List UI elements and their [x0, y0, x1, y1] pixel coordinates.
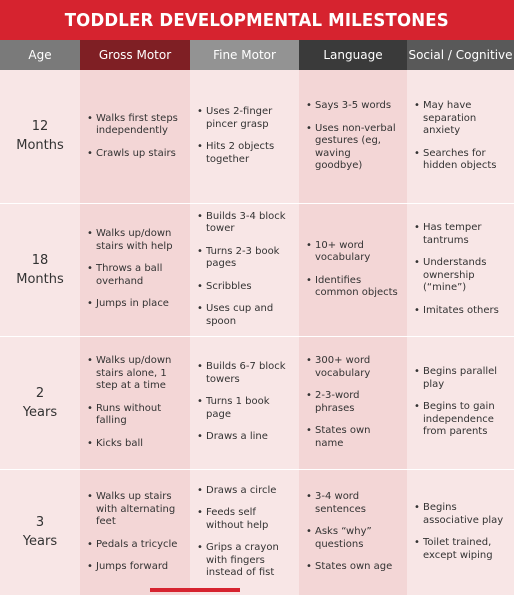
milestone-text: Uses cup and spoon: [206, 303, 274, 327]
milestone-text: Draws a circle: [206, 484, 277, 496]
milestone-text: 300+ word vocabulary: [315, 355, 371, 379]
gross-motor-cell: [80, 70, 190, 203]
milestone-text: Throws a ball overhand: [96, 263, 163, 287]
bullet-icon: •: [197, 106, 203, 118]
header-age: Age: [0, 40, 80, 70]
bullet-icon: •: [87, 538, 93, 550]
bullet-icon: •: [87, 298, 93, 310]
fine-motor-cell: [190, 469, 299, 595]
bullet-icon: •: [197, 245, 203, 257]
age-value: 18: [31, 252, 49, 268]
milestone-text: 2-3-word phrases: [315, 390, 360, 414]
milestone-text: Has temper tantrums: [423, 222, 482, 246]
milestone-item: [305, 355, 401, 380]
milestone-text: Uses non-verbal gestures (eg, waving goodbye): [315, 122, 396, 171]
bullet-icon: •: [197, 303, 203, 315]
bullet-icon: •: [197, 141, 203, 153]
bullet-icon: •: [87, 147, 93, 159]
milestone-text: Identifies common objects: [315, 274, 398, 298]
milestone-text: Builds 3-4 block tower: [206, 210, 286, 235]
milestone-item: [196, 141, 293, 166]
milestone-text: Walks up/down stairs with help: [96, 228, 173, 252]
milestone-text: Scribbles: [206, 280, 252, 292]
milestone-text: Asks “why” questions: [315, 526, 372, 550]
bottom-accent-bar: [150, 588, 240, 592]
bullet-icon: •: [197, 280, 203, 292]
milestone-text: May have separation anxiety: [423, 100, 477, 136]
milestone-text: States own age: [315, 561, 393, 572]
bullet-icon: •: [197, 396, 203, 408]
milestone-item: [86, 438, 184, 451]
milestone-item: [86, 491, 184, 529]
bullet-icon: •: [306, 355, 312, 366]
bullet-icon: •: [414, 304, 420, 316]
milestone-item: [413, 305, 508, 318]
age-cell: [0, 70, 80, 203]
bullet-icon: •: [414, 222, 420, 233]
milestone-list: [413, 100, 508, 173]
milestone-list: [413, 366, 508, 439]
bullet-icon: •: [197, 361, 203, 373]
bullet-icon: •: [87, 402, 93, 414]
age-value: 2: [35, 385, 45, 401]
table-row: [0, 203, 514, 336]
milestone-list: [305, 491, 401, 574]
milestone-text: Understands ownership (“mine”): [423, 257, 487, 293]
page-title: TODDLER DEVELOPMENTAL MILESTONES: [64, 9, 450, 31]
milestone-item: [196, 246, 293, 271]
milestone-list: [196, 211, 293, 329]
bullet-icon: •: [197, 431, 203, 443]
milestone-text: Walks up stairs with alternating feet: [96, 491, 176, 527]
milestone-list: [305, 100, 401, 173]
milestone-item: [86, 113, 184, 138]
milestone-text: Toilet trained, except wiping: [423, 537, 493, 561]
milestone-item: [413, 366, 508, 391]
fine-motor-cell: [190, 336, 299, 469]
age-unit: Years: [22, 534, 58, 550]
milestone-item: [196, 211, 293, 236]
age-cell: [0, 469, 80, 595]
milestone-list: [305, 240, 401, 300]
age-unit: Months: [16, 138, 64, 154]
milestone-item: [305, 123, 401, 173]
fine-motor-cell: [190, 70, 299, 203]
milestone-item: [196, 361, 293, 386]
bullet-icon: •: [414, 100, 420, 111]
milestone-item: [86, 355, 184, 393]
milestone-text: Imitates others: [423, 304, 499, 316]
milestone-list: [86, 228, 184, 311]
table-row: [0, 70, 514, 203]
milestone-item: [413, 100, 508, 138]
milestone-text: Begins associative play: [423, 502, 504, 526]
milestone-text: Turns 1 book page: [206, 396, 270, 420]
milestone-text: Walks up/down stairs alone, 1 step at a time: [96, 355, 172, 391]
milestones-table: [0, 40, 514, 595]
bullet-icon: •: [306, 526, 312, 537]
bullet-icon: •: [87, 437, 93, 449]
milestone-item: [305, 390, 401, 415]
bullet-icon: •: [306, 561, 312, 572]
milestone-text: Runs without falling: [96, 402, 162, 426]
milestone-item: [305, 275, 401, 300]
milestone-item: [413, 502, 508, 527]
age-value: 3: [35, 515, 45, 531]
bullet-icon: •: [306, 274, 312, 286]
header-fine-motor: Fine Motor: [190, 40, 299, 70]
milestone-item: [86, 148, 184, 161]
milestone-text: States own name: [315, 425, 371, 449]
milestone-text: Says 3-5 words: [315, 100, 392, 111]
language-cell: [299, 203, 407, 336]
milestone-text: Draws a line: [206, 431, 268, 443]
bullet-icon: •: [306, 390, 312, 401]
milestone-text: Begins parallel play: [423, 366, 498, 390]
bullet-icon: •: [414, 502, 420, 514]
milestone-text: Uses 2-finger pincer grasp: [206, 106, 273, 130]
milestone-item: [86, 263, 184, 288]
milestone-text: 3-4 word sentences: [315, 491, 366, 515]
milestone-text: Kicks ball: [96, 437, 144, 449]
bullet-icon: •: [197, 507, 203, 519]
milestone-item: [196, 281, 293, 294]
bullet-icon: •: [87, 561, 93, 572]
milestone-item: [86, 228, 184, 253]
milestone-list: [196, 106, 293, 166]
language-cell: [299, 336, 407, 469]
milestone-item: [413, 222, 508, 247]
fine-motor-cell: [190, 203, 299, 336]
milestone-list: [86, 355, 184, 450]
bullet-icon: •: [197, 210, 203, 222]
age-value: 12: [31, 119, 49, 135]
milestone-text: Begins to gain independence from parents: [423, 401, 495, 438]
milestone-item: [305, 491, 401, 516]
milestone-item: [86, 403, 184, 428]
age-unit: Years: [22, 404, 58, 420]
milestone-item: [305, 425, 401, 450]
bullet-icon: •: [197, 484, 203, 496]
milestone-list: [86, 113, 184, 161]
bullet-icon: •: [414, 401, 420, 413]
milestone-item: [196, 106, 293, 131]
bullet-icon: •: [414, 147, 420, 159]
age-unit: Months: [16, 271, 64, 287]
header-row: [0, 40, 514, 70]
milestone-item: [413, 257, 508, 295]
milestone-item: [305, 526, 401, 551]
milestone-list: [196, 361, 293, 444]
milestone-item: [305, 561, 401, 574]
language-cell: [299, 469, 407, 595]
bullet-icon: •: [87, 355, 93, 366]
milestone-text: Crawls up stairs: [96, 147, 176, 159]
milestone-list: [86, 491, 184, 574]
milestone-text: Jumps forward: [96, 561, 169, 572]
milestone-item: [413, 537, 508, 562]
milestone-list: [413, 502, 508, 562]
milestone-text: Walks first steps independently: [96, 112, 178, 136]
bullet-icon: •: [414, 366, 420, 378]
milestone-item: [196, 396, 293, 421]
milestone-list: [196, 485, 293, 580]
milestone-item: [305, 240, 401, 265]
header-social-cognitive: Social / Cognitive: [407, 40, 514, 70]
milestone-item: [196, 431, 293, 444]
bullet-icon: •: [87, 263, 93, 275]
bullet-icon: •: [414, 257, 420, 268]
milestone-item: [413, 401, 508, 439]
language-cell: [299, 70, 407, 203]
milestone-item: [86, 561, 184, 574]
title-banner: [0, 0, 514, 40]
milestone-list: [413, 222, 508, 317]
gross-motor-cell: [80, 203, 190, 336]
milestone-text: Feeds self without help: [206, 507, 269, 531]
milestone-text: Turns 2-3 book pages: [206, 245, 280, 270]
bullet-icon: •: [87, 491, 93, 502]
milestone-text: Jumps in place: [96, 298, 169, 310]
bullet-icon: •: [87, 228, 93, 240]
age-cell: [0, 203, 80, 336]
bullet-icon: •: [306, 100, 312, 111]
milestone-item: [413, 148, 508, 173]
milestone-text: 10+ word vocabulary: [315, 239, 371, 263]
milestone-item: [196, 507, 293, 532]
age-cell: [0, 336, 80, 469]
milestone-item: [196, 542, 293, 580]
milestone-text: Hits 2 objects together: [206, 141, 275, 165]
milestone-item: [196, 485, 293, 498]
social-cognitive-cell: [407, 469, 514, 595]
social-cognitive-cell: [407, 336, 514, 469]
bullet-icon: •: [197, 542, 203, 554]
gross-motor-cell: [80, 469, 190, 595]
milestone-item: [196, 303, 293, 328]
milestone-text: Grips a crayon with fingers instead of fist: [206, 542, 279, 579]
milestone-item: [86, 298, 184, 311]
bullet-icon: •: [306, 425, 312, 436]
bullet-icon: •: [306, 239, 312, 251]
milestone-text: Searches for hidden objects: [423, 147, 497, 171]
social-cognitive-cell: [407, 203, 514, 336]
milestone-text: Builds 6-7 block towers: [206, 361, 286, 385]
milestone-list: [305, 355, 401, 450]
milestone-item: [86, 539, 184, 552]
bullet-icon: •: [306, 122, 312, 134]
header-gross-motor: Gross Motor: [80, 40, 190, 70]
bullet-icon: •: [306, 491, 312, 502]
milestone-item: [305, 100, 401, 113]
milestone-text: Pedals a tricycle: [96, 538, 178, 550]
table-row: [0, 336, 514, 469]
header-language: Language: [299, 40, 407, 70]
bullet-icon: •: [414, 537, 420, 549]
bullet-icon: •: [87, 112, 93, 124]
social-cognitive-cell: [407, 70, 514, 203]
table-row: [0, 469, 514, 595]
gross-motor-cell: [80, 336, 190, 469]
